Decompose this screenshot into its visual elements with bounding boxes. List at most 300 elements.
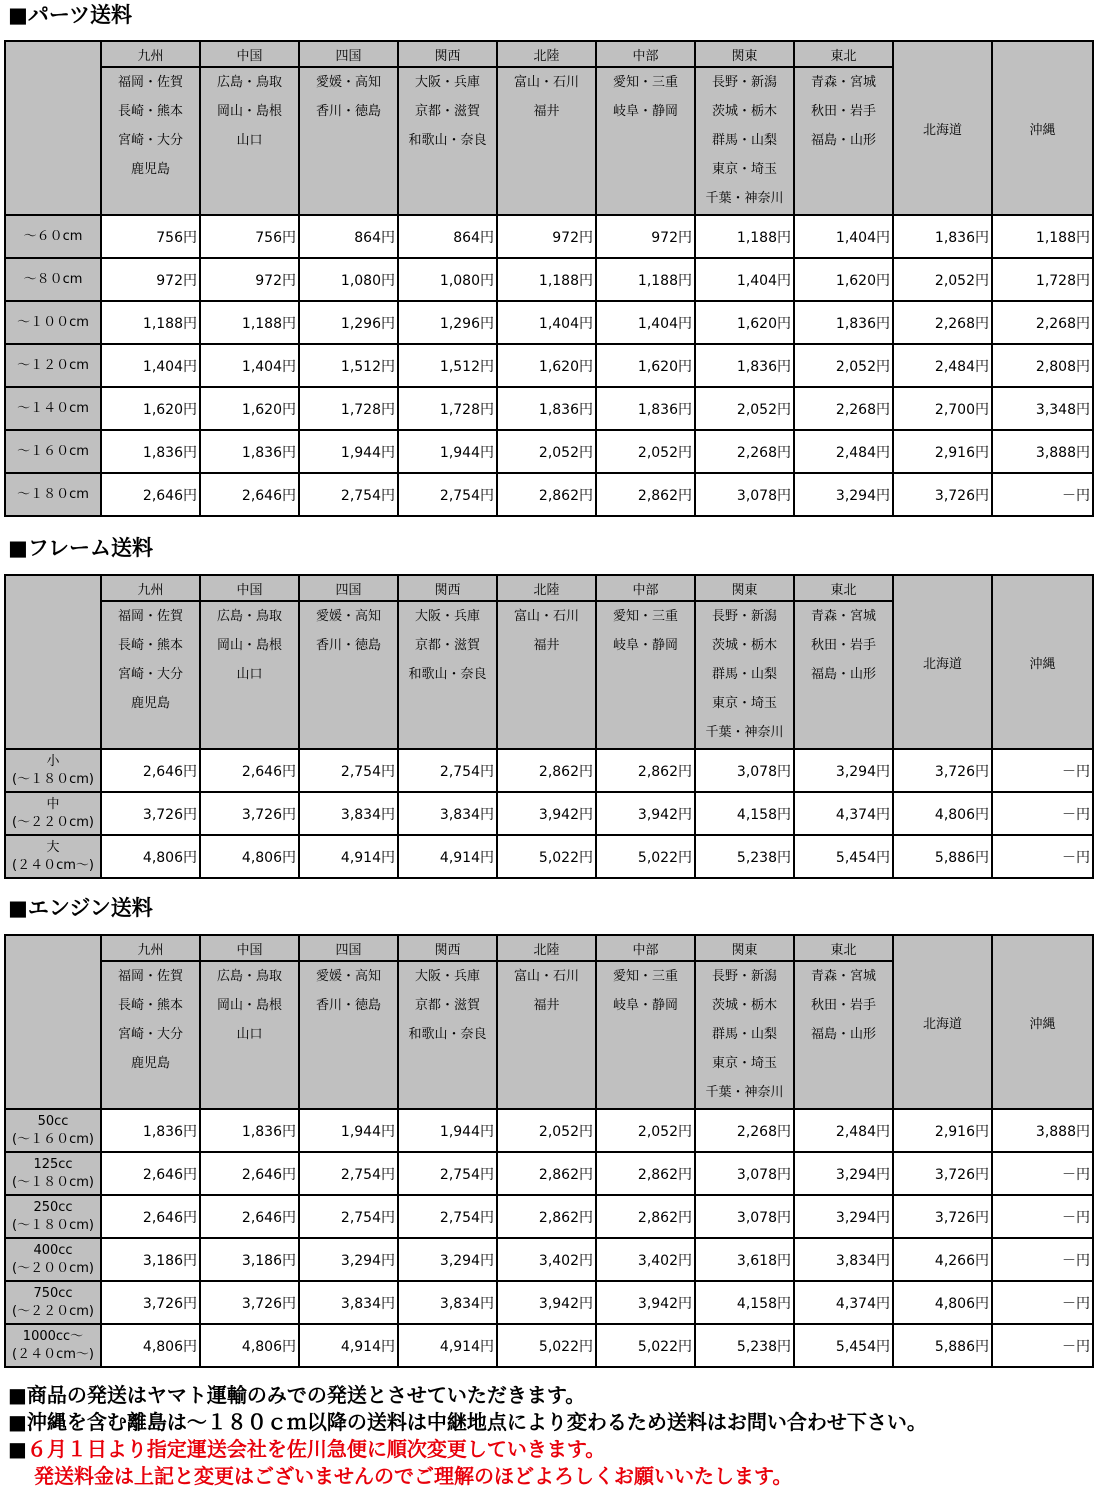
price-cell: 1,080円 <box>398 258 497 301</box>
prefecture-pair: 福岡・佐賀 <box>117 969 183 984</box>
prefecture-pair: 富山・石川 <box>513 969 579 984</box>
parts-rate-table <box>4 40 1094 517</box>
price-cell: 3,348円 <box>992 387 1093 430</box>
size-label-line: (～２００cm) <box>12 1260 94 1276</box>
prefecture-pair: 宮崎・大分 <box>117 667 183 682</box>
size-label <box>5 1195 101 1238</box>
prefecture-pair: 愛知・三重 <box>612 609 678 624</box>
region-prefectures <box>497 67 596 215</box>
size-label <box>5 258 101 301</box>
price-cell: 1,836円 <box>200 1109 299 1152</box>
size-label <box>5 1281 101 1324</box>
prefecture-pair: 岡山・島根 <box>216 104 282 119</box>
region-prefectures <box>101 601 200 749</box>
region-header: 中部 <box>596 575 695 601</box>
size-label-line: ～６０cm <box>23 228 83 244</box>
price-cell: 2,052円 <box>695 387 794 430</box>
price-cell: 3,726円 <box>200 792 299 835</box>
price-cell: 1,836円 <box>497 387 596 430</box>
region-prefectures <box>794 601 893 749</box>
price-cell: 2,268円 <box>794 387 893 430</box>
size-label <box>5 387 101 430</box>
price-cell: 1,296円 <box>299 301 398 344</box>
prefecture-pair: 群馬・山梨 <box>711 133 777 148</box>
price-cell: 2,754円 <box>398 473 497 516</box>
price-cell: 1,404円 <box>200 344 299 387</box>
price-cell: 1,944円 <box>299 1109 398 1152</box>
table-row <box>5 215 1093 258</box>
prefecture-pair: 千葉・神奈川 <box>705 1085 784 1100</box>
region-header: 四国 <box>299 575 398 601</box>
price-cell: 5,022円 <box>596 1324 695 1367</box>
price-cell: 3,726円 <box>101 1281 200 1324</box>
region-header: 北陸 <box>497 41 596 67</box>
price-cell: 2,754円 <box>398 749 497 792</box>
price-cell: 4,806円 <box>893 1281 992 1324</box>
prefecture-pair: 山口 <box>236 667 263 682</box>
table-row <box>5 1152 1093 1195</box>
price-cell: 2,268円 <box>695 430 794 473</box>
size-label-line: 小 <box>46 753 60 769</box>
price-cell: －円 <box>992 1238 1093 1281</box>
table-row <box>5 387 1093 430</box>
price-cell: 972円 <box>596 215 695 258</box>
price-cell: 1,620円 <box>497 344 596 387</box>
table-row <box>5 1195 1093 1238</box>
price-cell: 2,754円 <box>299 749 398 792</box>
prefecture-pair: 和歌山・奈良 <box>408 667 487 682</box>
price-cell: 1,836円 <box>794 301 893 344</box>
price-cell: 4,914円 <box>398 835 497 878</box>
prefecture-pair: 和歌山・奈良 <box>408 133 487 148</box>
price-cell: 2,052円 <box>497 1109 596 1152</box>
prefecture-pair: 群馬・山梨 <box>711 667 777 682</box>
price-cell: 3,078円 <box>695 1152 794 1195</box>
region-prefectures <box>695 961 794 1109</box>
price-cell: 2,862円 <box>596 749 695 792</box>
price-cell: 3,294円 <box>794 749 893 792</box>
note-sagawa-change <box>8 1436 927 1463</box>
price-cell: 2,646円 <box>200 473 299 516</box>
prefecture-pair: 愛媛・高知 <box>315 609 381 624</box>
prefecture-pair: 群馬・山梨 <box>711 1027 777 1042</box>
price-cell: 3,834円 <box>299 792 398 835</box>
price-cell: 2,862円 <box>596 1195 695 1238</box>
price-cell: 3,726円 <box>893 473 992 516</box>
prefecture-pair: 岐阜・静岡 <box>612 638 678 653</box>
region-prefectures <box>596 601 695 749</box>
region-prefectures <box>101 961 200 1109</box>
hokkaido-header: 北海道 <box>893 935 992 1109</box>
region-header: 北陸 <box>497 575 596 601</box>
region-header: 東北 <box>794 41 893 67</box>
price-cell: －円 <box>992 749 1093 792</box>
note-yamato-only: ■商品の発送はヤマト運輸のみでの発送とさせていただきます。 <box>8 1383 586 1407</box>
price-cell: 1,404円 <box>794 215 893 258</box>
prefecture-pair: 長崎・熊本 <box>117 104 183 119</box>
size-label-line: 50cc <box>37 1113 69 1129</box>
price-cell: 3,078円 <box>695 473 794 516</box>
table-row <box>5 1238 1093 1281</box>
prefecture-pair: 茨城・栃木 <box>711 998 777 1013</box>
price-cell: 4,158円 <box>695 792 794 835</box>
prefecture-pair: 広島・鳥取 <box>216 609 282 624</box>
okinawa-header: 沖縄 <box>992 935 1093 1109</box>
region-header: 関西 <box>398 575 497 601</box>
size-label-line: 大 <box>46 839 60 855</box>
price-cell: 2,646円 <box>101 473 200 516</box>
region-header: 中国 <box>200 575 299 601</box>
price-cell: 5,238円 <box>695 835 794 878</box>
prefecture-pair: 山口 <box>236 1027 263 1042</box>
region-header: 関東 <box>695 41 794 67</box>
price-cell: 2,484円 <box>794 1109 893 1152</box>
price-cell: 4,806円 <box>893 792 992 835</box>
size-label-line: (２４０cm～) <box>12 857 94 873</box>
price-cell: －円 <box>992 1324 1093 1367</box>
price-cell: 4,374円 <box>794 1281 893 1324</box>
price-cell: 1,080円 <box>299 258 398 301</box>
price-cell: 2,484円 <box>794 430 893 473</box>
prefecture-pair: 山口 <box>236 133 263 148</box>
size-label <box>5 835 101 878</box>
price-cell: 3,888円 <box>992 1109 1093 1152</box>
table-row <box>5 344 1093 387</box>
region-header: 東北 <box>794 575 893 601</box>
region-prefectures <box>695 67 794 215</box>
prefecture-pair: 京都・滋賀 <box>414 104 480 119</box>
price-cell: 5,454円 <box>794 1324 893 1367</box>
region-header: 九州 <box>101 41 200 67</box>
prefecture-pair: 青森・宮城 <box>810 75 876 90</box>
table-row <box>5 1109 1093 1152</box>
prefecture-pair: 長野・新潟 <box>711 969 777 984</box>
price-cell: 3,402円 <box>596 1238 695 1281</box>
size-label-line: (～１８０cm) <box>12 771 94 787</box>
price-cell: 3,402円 <box>497 1238 596 1281</box>
prefecture-pair: 愛媛・高知 <box>315 75 381 90</box>
prefecture-pair: 福井 <box>533 104 560 119</box>
price-cell: 3,834円 <box>794 1238 893 1281</box>
price-cell: 1,296円 <box>398 301 497 344</box>
prefecture-pair: 富山・石川 <box>513 75 579 90</box>
price-cell: 2,916円 <box>893 430 992 473</box>
region-header: 関東 <box>695 575 794 601</box>
okinawa-header: 沖縄 <box>992 41 1093 215</box>
prefecture-pair: 京都・滋賀 <box>414 998 480 1013</box>
price-cell: 3,834円 <box>398 1281 497 1324</box>
prefecture-pair: 鹿児島 <box>130 696 170 711</box>
region-prefectures <box>200 961 299 1109</box>
price-cell: 2,052円 <box>596 1109 695 1152</box>
prefecture-pair: 鹿児島 <box>130 1056 170 1071</box>
price-cell: 3,294円 <box>794 473 893 516</box>
price-cell: 1,188円 <box>992 215 1093 258</box>
prefecture-pair: 香川・徳島 <box>315 638 381 653</box>
price-cell: 972円 <box>101 258 200 301</box>
price-cell: 2,862円 <box>596 473 695 516</box>
price-cell: 5,022円 <box>497 835 596 878</box>
price-cell: 4,914円 <box>398 1324 497 1367</box>
price-cell: 3,726円 <box>893 1152 992 1195</box>
price-cell: 1,836円 <box>695 344 794 387</box>
table-row <box>5 430 1093 473</box>
size-label <box>5 301 101 344</box>
engine-section-title: ■エンジン送料 <box>8 896 153 920</box>
prefecture-pair: 大阪・兵庫 <box>414 969 480 984</box>
price-cell: 1,188円 <box>200 301 299 344</box>
prefecture-pair: 秋田・岩手 <box>810 638 876 653</box>
size-label-line: ～８０cm <box>23 271 83 287</box>
prefecture-pair: 長野・新潟 <box>711 75 777 90</box>
price-cell: 2,754円 <box>398 1195 497 1238</box>
region-prefectures <box>695 601 794 749</box>
region-prefectures <box>299 601 398 749</box>
price-cell: 2,808円 <box>992 344 1093 387</box>
price-cell: 2,862円 <box>497 473 596 516</box>
region-header: 東北 <box>794 935 893 961</box>
prefecture-pair: 岡山・島根 <box>216 998 282 1013</box>
prefecture-pair: 香川・徳島 <box>315 998 381 1013</box>
price-cell: 2,484円 <box>893 344 992 387</box>
region-header: 中部 <box>596 935 695 961</box>
prefecture-pair: 広島・鳥取 <box>216 75 282 90</box>
region-header: 中国 <box>200 41 299 67</box>
prefecture-pair: 大阪・兵庫 <box>414 75 480 90</box>
region-header: 関西 <box>398 935 497 961</box>
price-cell: 2,862円 <box>497 1195 596 1238</box>
region-prefectures <box>596 67 695 215</box>
region-header: 中部 <box>596 41 695 67</box>
region-header: 関西 <box>398 41 497 67</box>
price-cell: 2,646円 <box>200 1195 299 1238</box>
size-label-line: (～１６０cm) <box>12 1131 94 1147</box>
prefecture-pair: 福島・山形 <box>810 1027 876 1042</box>
price-cell: 3,078円 <box>695 1195 794 1238</box>
price-cell: 4,914円 <box>299 1324 398 1367</box>
price-cell: 1,188円 <box>596 258 695 301</box>
price-cell: 2,268円 <box>695 1109 794 1152</box>
price-cell: 1,620円 <box>596 344 695 387</box>
price-cell: 1,836円 <box>596 387 695 430</box>
header-corner <box>5 935 101 1109</box>
price-cell: 5,238円 <box>695 1324 794 1367</box>
price-cell: 2,646円 <box>101 749 200 792</box>
price-cell: 2,052円 <box>596 430 695 473</box>
price-cell: 1,728円 <box>398 387 497 430</box>
size-label-line: (～２２０cm) <box>12 814 94 830</box>
region-header: 四国 <box>299 935 398 961</box>
table-row <box>5 301 1093 344</box>
size-label-line: 1000cc～ <box>22 1328 84 1344</box>
prefecture-pair: 福岡・佐賀 <box>117 609 183 624</box>
engine-rate-table <box>4 934 1094 1368</box>
note-price-unchanged: 発送料金は上記と変更はございませんのでご理解のほどよろしくお願いいたします。 <box>34 1464 793 1488</box>
prefecture-pair: 大阪・兵庫 <box>414 609 480 624</box>
shipping-notes <box>8 1382 927 1490</box>
size-label <box>5 215 101 258</box>
prefecture-pair: 長野・新潟 <box>711 609 777 624</box>
price-cell: 4,806円 <box>101 1324 200 1367</box>
price-cell: 4,806円 <box>101 835 200 878</box>
price-cell: 1,620円 <box>101 387 200 430</box>
price-cell: 2,646円 <box>200 1152 299 1195</box>
header-corner <box>5 575 101 749</box>
price-cell: 1,404円 <box>497 301 596 344</box>
price-cell: 2,916円 <box>893 1109 992 1152</box>
price-cell: 1,404円 <box>596 301 695 344</box>
prefecture-pair: 愛知・三重 <box>612 75 678 90</box>
table-row <box>5 1324 1093 1367</box>
region-prefectures <box>497 601 596 749</box>
size-label <box>5 473 101 516</box>
size-label-line: 250cc <box>33 1199 73 1215</box>
table-row <box>5 792 1093 835</box>
price-cell: 5,886円 <box>893 1324 992 1367</box>
price-cell: 3,294円 <box>299 1238 398 1281</box>
price-cell: 864円 <box>299 215 398 258</box>
prefecture-pair: 福島・山形 <box>810 133 876 148</box>
price-cell: 1,188円 <box>101 301 200 344</box>
region-prefectures <box>398 601 497 749</box>
price-cell: 1,404円 <box>695 258 794 301</box>
frame-section-title: ■フレーム送料 <box>8 536 154 560</box>
prefecture-pair: 香川・徳島 <box>315 104 381 119</box>
price-cell: 4,914円 <box>299 835 398 878</box>
prefecture-pair: 福井 <box>533 638 560 653</box>
price-cell: 3,726円 <box>893 1195 992 1238</box>
prefecture-pair: 長崎・熊本 <box>117 998 183 1013</box>
size-label-line: ～１００cm <box>17 314 89 330</box>
region-header: 中国 <box>200 935 299 961</box>
prefecture-pair: 岐阜・静岡 <box>612 998 678 1013</box>
price-cell: 3,942円 <box>497 792 596 835</box>
price-cell: 3,294円 <box>398 1238 497 1281</box>
price-cell: 3,942円 <box>497 1281 596 1324</box>
price-cell: 756円 <box>101 215 200 258</box>
price-cell: 2,862円 <box>596 1152 695 1195</box>
price-cell: 1,944円 <box>398 430 497 473</box>
price-cell: 2,646円 <box>101 1152 200 1195</box>
price-cell: 2,862円 <box>497 1152 596 1195</box>
price-cell: 1,620円 <box>794 258 893 301</box>
size-label-line: ～１２０cm <box>17 357 89 373</box>
size-label <box>5 1152 101 1195</box>
size-label-line: (～２２０cm) <box>12 1303 94 1319</box>
size-label <box>5 1324 101 1367</box>
price-cell: 2,646円 <box>200 749 299 792</box>
price-cell: 2,754円 <box>299 1195 398 1238</box>
price-cell: 5,022円 <box>596 835 695 878</box>
price-cell: 4,806円 <box>200 1324 299 1367</box>
price-cell: 756円 <box>200 215 299 258</box>
size-label <box>5 430 101 473</box>
price-cell: 4,806円 <box>200 835 299 878</box>
table-row <box>5 473 1093 516</box>
size-label-line: (２４０cm～) <box>12 1346 94 1362</box>
size-label <box>5 344 101 387</box>
price-cell: 3,942円 <box>596 1281 695 1324</box>
size-label-line: 400cc <box>33 1242 73 1258</box>
header-corner <box>5 41 101 215</box>
size-label <box>5 1109 101 1152</box>
price-cell: 1,404円 <box>101 344 200 387</box>
region-prefectures <box>596 961 695 1109</box>
price-cell: 3,942円 <box>596 792 695 835</box>
region-header: 関東 <box>695 935 794 961</box>
hokkaido-header: 北海道 <box>893 41 992 215</box>
price-cell: 1,836円 <box>101 1109 200 1152</box>
price-cell: 2,754円 <box>299 473 398 516</box>
table-row <box>5 1281 1093 1324</box>
prefecture-pair: 千葉・神奈川 <box>705 191 784 206</box>
price-cell: 5,022円 <box>497 1324 596 1367</box>
price-cell: 1,512円 <box>398 344 497 387</box>
price-cell: 3,078円 <box>695 749 794 792</box>
note-sagawa-text: ６月１日より指定運送会社を佐川急便に順次変更していきます。 <box>26 1437 606 1461</box>
price-cell: 3,726円 <box>101 792 200 835</box>
prefecture-pair: 岡山・島根 <box>216 638 282 653</box>
size-label <box>5 749 101 792</box>
prefecture-pair: 青森・宮城 <box>810 609 876 624</box>
region-prefectures <box>398 67 497 215</box>
region-header: 九州 <box>101 935 200 961</box>
prefecture-pair: 青森・宮城 <box>810 969 876 984</box>
prefecture-pair: 和歌山・奈良 <box>408 1027 487 1042</box>
price-cell: 972円 <box>497 215 596 258</box>
prefecture-pair: 秋田・岩手 <box>810 998 876 1013</box>
price-cell: －円 <box>992 1152 1093 1195</box>
region-prefectures <box>794 67 893 215</box>
size-label-line: ～１６０cm <box>17 443 89 459</box>
price-cell: －円 <box>992 1195 1093 1238</box>
price-cell: 3,186円 <box>200 1238 299 1281</box>
size-label-line: (～１８０cm) <box>12 1217 94 1233</box>
prefecture-pair: 福井 <box>533 998 560 1013</box>
price-cell: 2,754円 <box>299 1152 398 1195</box>
price-cell: 2,646円 <box>101 1195 200 1238</box>
prefecture-pair: 福島・山形 <box>810 667 876 682</box>
prefecture-pair: 長崎・熊本 <box>117 638 183 653</box>
prefecture-pair: 茨城・栃木 <box>711 638 777 653</box>
parts-section-title: ■パーツ送料 <box>8 3 133 27</box>
region-prefectures <box>497 961 596 1109</box>
size-label-line: ～１４０cm <box>17 400 89 416</box>
price-cell: －円 <box>992 835 1093 878</box>
region-prefectures <box>299 67 398 215</box>
price-cell: 1,512円 <box>299 344 398 387</box>
price-cell: 3,888円 <box>992 430 1093 473</box>
prefecture-pair: 岐阜・静岡 <box>612 104 678 119</box>
price-cell: 3,834円 <box>398 792 497 835</box>
size-label <box>5 1238 101 1281</box>
region-prefectures <box>398 961 497 1109</box>
price-cell: 4,158円 <box>695 1281 794 1324</box>
price-cell: 3,726円 <box>893 749 992 792</box>
price-cell: 3,726円 <box>200 1281 299 1324</box>
prefecture-pair: 東京・埼玉 <box>711 696 777 711</box>
prefecture-pair: 愛知・三重 <box>612 969 678 984</box>
size-label <box>5 792 101 835</box>
note-remote-islands: ■沖縄を含む離島は～１８０ｃｍ以降の送料は中継地点により変わるため送料はお問い合わせ下さい。 <box>8 1410 927 1434</box>
price-cell: 4,266円 <box>893 1238 992 1281</box>
price-cell: 3,834円 <box>299 1281 398 1324</box>
price-cell: －円 <box>992 473 1093 516</box>
region-prefectures <box>299 961 398 1109</box>
price-cell: 2,052円 <box>794 344 893 387</box>
size-label-line: 125cc <box>33 1156 73 1172</box>
price-cell: 864円 <box>398 215 497 258</box>
